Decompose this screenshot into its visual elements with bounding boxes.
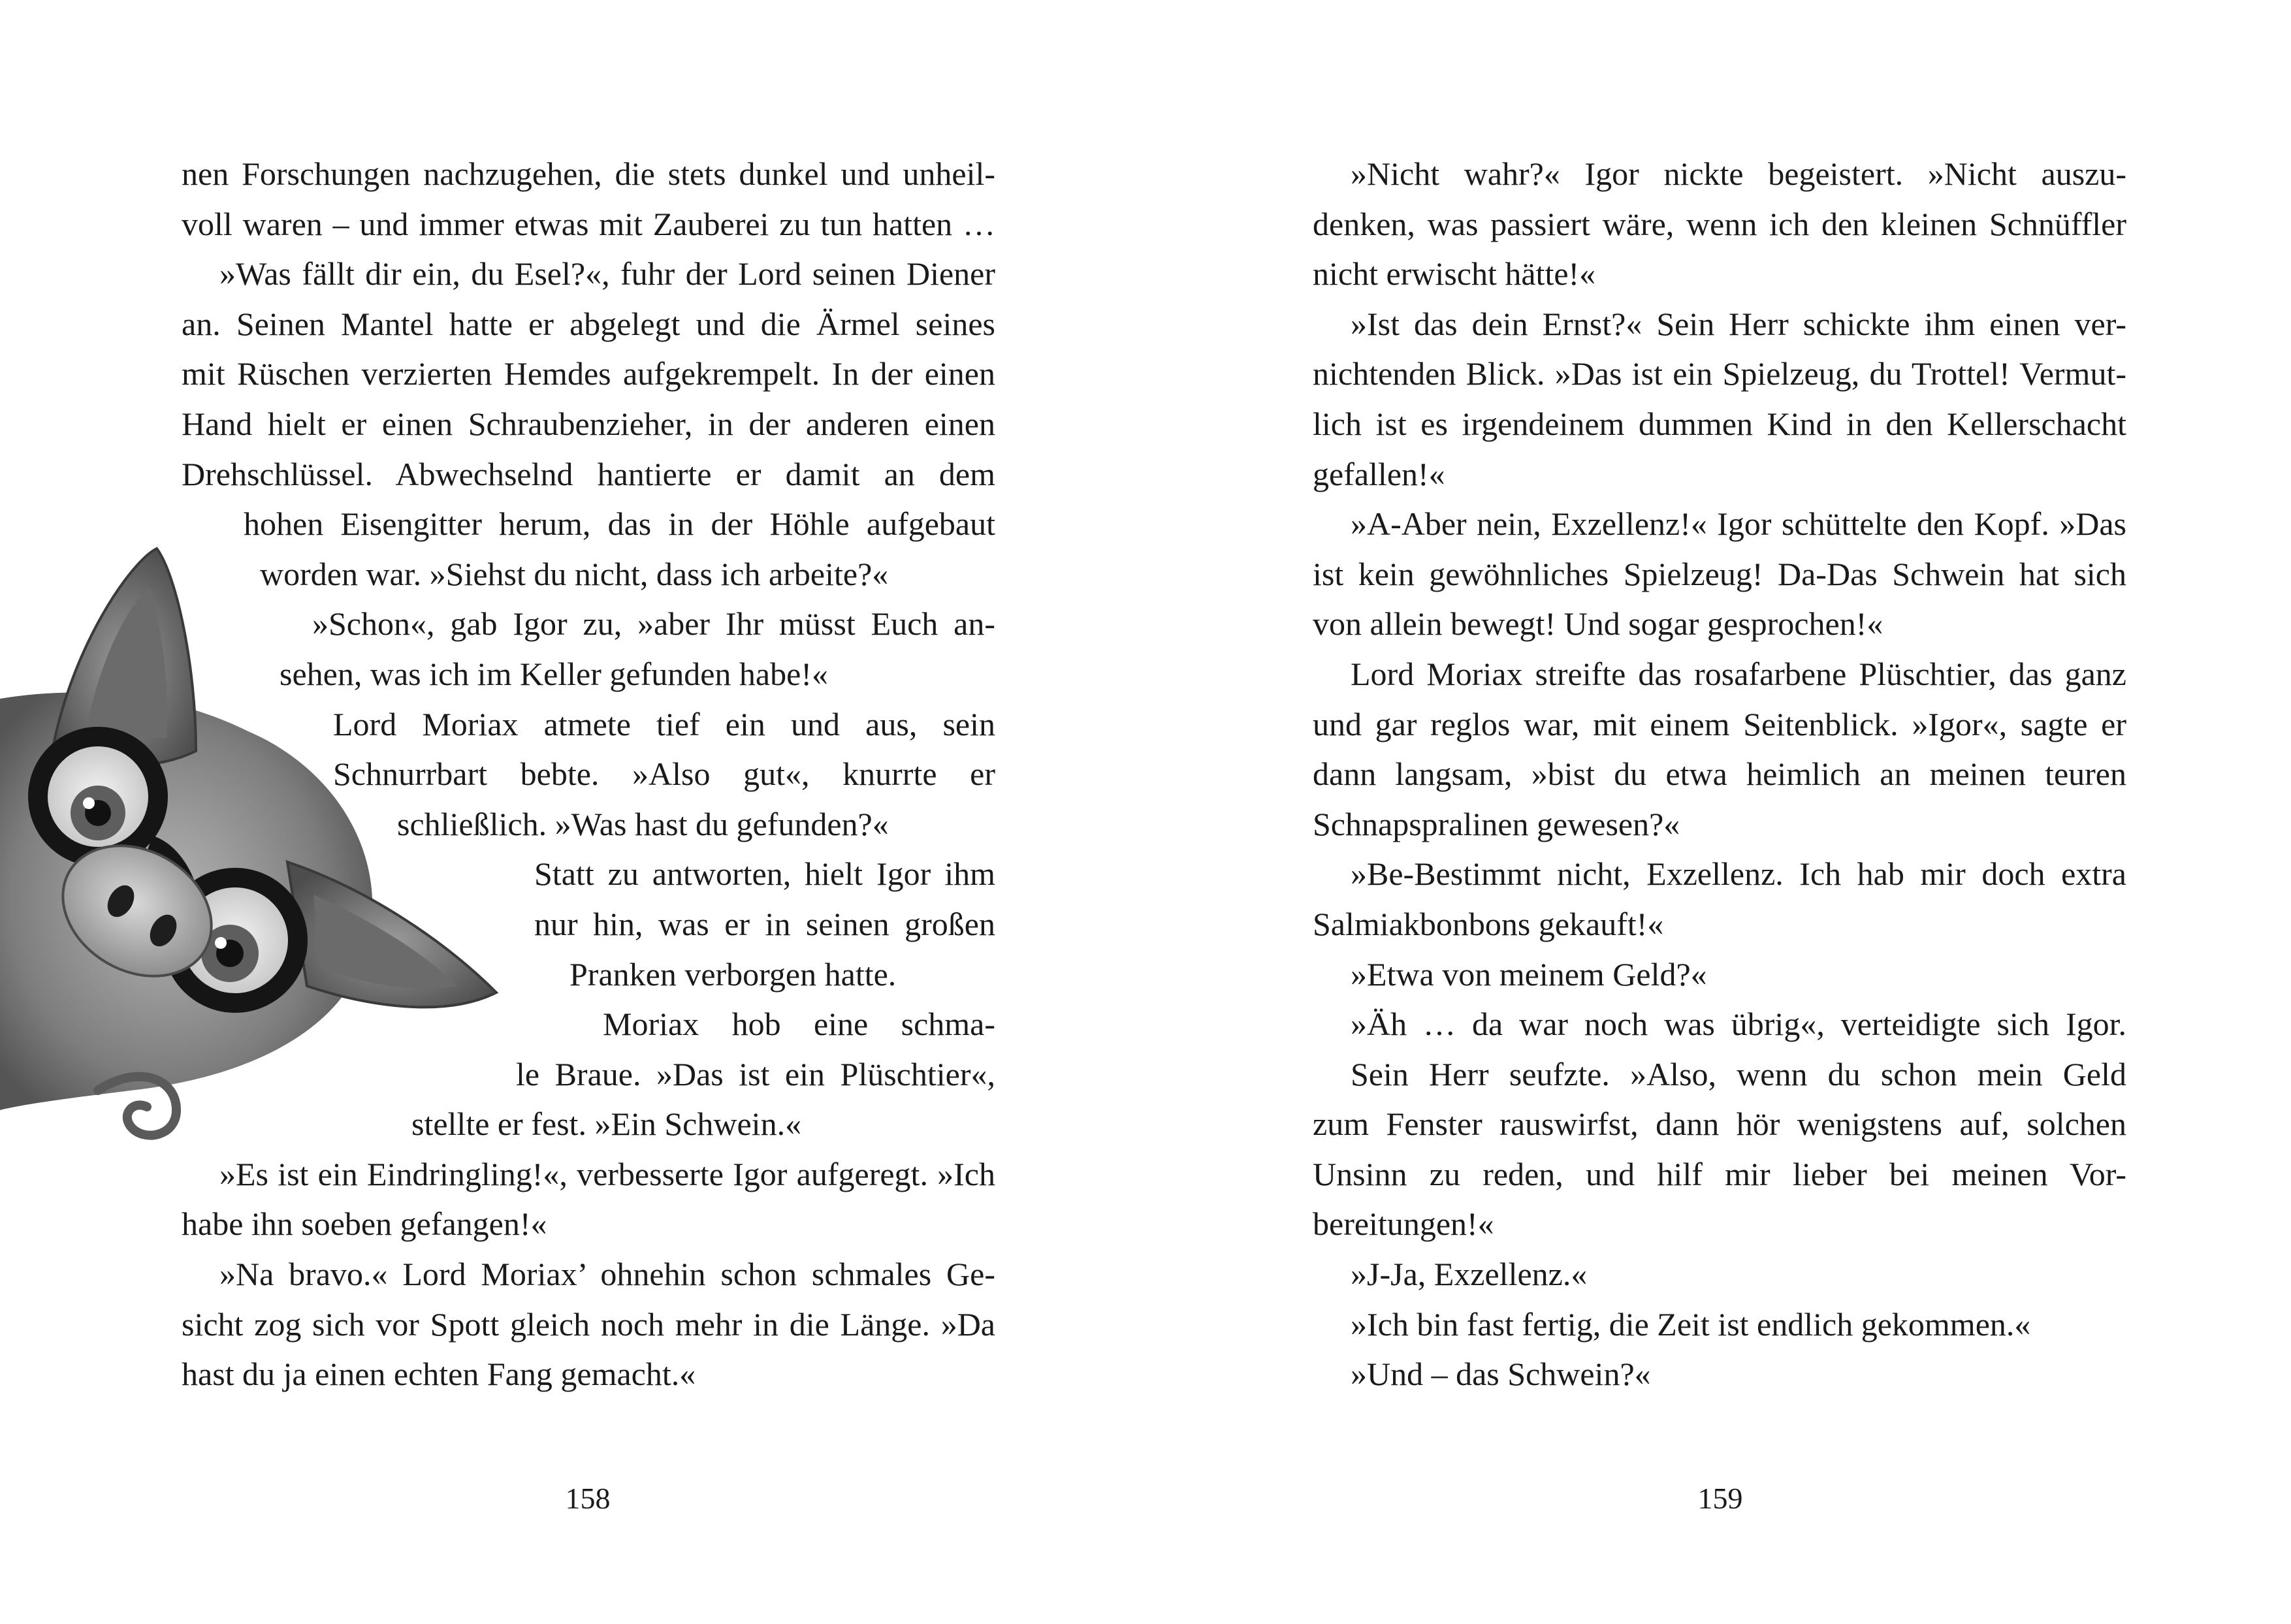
text-line: »Was fällt dir ein, du Esel?«, fuhr der Lord seinen Diener [219,255,995,293]
text-line: ist kein gewöhnliches Spielzeug! Da-Das Schwein hat sich [1313,555,2126,592]
text-line: sicht zog sich vor Spott gleich noch mehr in die Länge. »Da [182,1305,995,1343]
text-line: »Schon«, gab Igor zu, »aber Ihr müsst Euch an- [312,605,995,643]
page-number: 159 [1697,1482,1743,1515]
text-line: denken, was passiert wäre, wenn ich den kleinen Schnüffler [1313,205,2126,242]
text-line: dann langsam, »bist du etwa heimlich an meinen teuren [1313,756,2126,793]
text-line: sehen, was ich im Keller gefunden habe!« [280,655,828,692]
text-line: worden war. »Siehst du nicht, dass ich arbeite?« [260,555,889,592]
text-line: »Be-Bestimmt nicht, Exzellenz. Ich hab mir doch extra [1351,855,2126,893]
text-line: Unsinn zu reden, und hilf mir lieber bei meinen Vor- [1313,1155,2126,1192]
text-line: »Äh … da war noch was übrig«, verteidigte sich Igor. [1351,1006,2126,1043]
text-line: nen Forschungen nachzugehen, die stets dunkel und unheil- [182,155,995,192]
text-line: »Na bravo.« Lord Moriax’ ohnehin schon schmales Ge- [219,1256,995,1293]
plush-pig-with-glasses-icon [0,535,522,1162]
text-line: nicht erwischt hätte!« [1313,255,1596,293]
text-line: lich ist es irgendeinem dummen Kind in den Kellerschacht [1313,405,2126,442]
right-page [1146,0,2291,1624]
text-line: »Und – das Schwein?« [1351,1356,1651,1393]
text-line: von allein bewegt! Und sogar gesprochen!« [1313,605,1883,643]
text-line: Drehschlüssel. Abwechselnd hantierte er damit an dem [182,455,995,492]
page-number: 158 [565,1482,611,1515]
text-line: »Es ist ein Eindringling!«, verbesserte Igor aufgeregt. »Ich [219,1155,995,1192]
text-line: »Ist das dein Ernst?« Sein Herr schickte ihm einen ver- [1351,305,2126,342]
text-line: habe ihn soeben gefangen!« [182,1205,547,1243]
text-line: Schnapspralinen gewesen?« [1313,805,1680,842]
text-line: hohen Eisengitter herum, das in der Höhle aufgebaut [244,505,995,543]
text-line: schließlich. »Was hast du gefunden?« [397,805,889,842]
text-line: Statt zu antworten, hielt Igor ihm [534,855,995,893]
text-line: Schnurrbart bebte. »Also gut«, knurrte er [333,756,995,793]
text-line: voll waren – und immer etwas mit Zauberei zu tun hatten … [182,205,995,242]
text-line: hast du ja einen echten Fang gemacht.« [182,1356,696,1393]
text-line: »J-Ja, Exzellenz.« [1351,1256,1588,1293]
text-line: gefallen!« [1313,455,1445,492]
text-line: »Ich bin fast fertig, die Zeit ist endlich gekommen.« [1351,1305,2031,1343]
text-line: »A-Aber nein, Exzellenz!« Igor schüttelte den Kopf. »Das [1351,505,2126,543]
text-line: Hand hielt er einen Schraubenzieher, in der anderen einen [182,405,995,442]
text-line: Sein Herr seufzte. »Also, wenn du schon mein Geld [1351,1055,2126,1092]
text-line: Lord Moriax atmete tief ein und aus, sein [333,705,995,742]
text-line: »Etwa von meinem Geld?« [1351,955,1707,993]
text-line: zum Fenster rauswirfst, dann hör wenigstens auf, solchen [1313,1106,2126,1143]
text-line: »Nicht wahr?« Igor nickte begeistert. »Nicht auszu- [1351,155,2126,192]
text-line: stellte er fest. »Ein Schwein.« [411,1106,802,1143]
text-line: an. Seinen Mantel hatte er abgelegt und die Ärmel seines [182,305,995,342]
text-line: bereitungen!« [1313,1205,1494,1243]
text-line: mit Rüschen verzierten Hemdes aufgekrempelt. In der einen [182,355,995,392]
text-line: Salmiakbonbons gekauft!« [1313,905,1664,942]
text-line: Pranken verborgen hatte. [569,955,897,993]
text-line: Moriax hob eine schma- [603,1006,995,1043]
text-line: nichtenden Blick. »Das ist ein Spielzeug, du Trottel! Vermut- [1313,355,2126,392]
text-line: nur hin, was er in seinen großen [534,905,995,942]
text-line: und gar reglos war, mit einem Seitenblick. »Igor«, sagte er [1313,705,2126,742]
right-page-text [1313,149,2126,1399]
text-line: Lord Moriax streifte das rosafarbene Plüschtier, das ganz [1351,655,2126,692]
text-line: le Braue. »Das ist ein Plüschtier«, [516,1055,995,1092]
